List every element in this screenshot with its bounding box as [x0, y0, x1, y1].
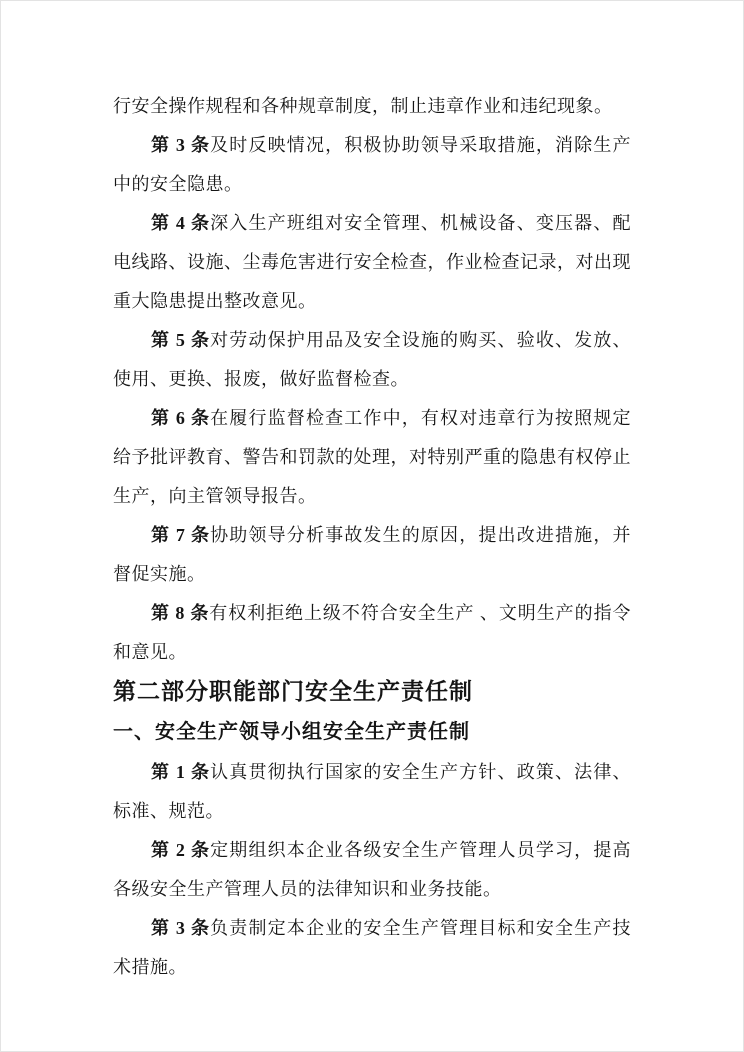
article-text: 认真贯彻执行国家的安全生产方针、政策、法律、标准、规范。 [113, 762, 631, 821]
article-part1-clause-7 [113, 516, 631, 594]
article-part1-clause-8 [113, 594, 631, 672]
article-label: 第 5 条 [151, 330, 211, 350]
article-text: 在履行监督检查工作中，有权对违章行为按照规定给予批评教育、警告和罚款的处理，对特别严重的隐患有权停止生产，向主管领导报告。 [113, 408, 631, 506]
paragraph-continuation-text: 行安全操作规程和各种规章制度，制止违章作业和违纪现象。 [113, 96, 613, 116]
article-part1-clause-4 [113, 204, 631, 321]
article-label: 第 8 条 [151, 603, 210, 623]
article-part2-clause-1 [113, 753, 631, 831]
article-text: 深入生产班组对安全管理、机械设备、变压器、配电线路、设施、尘毒危害进行安全检查，作业检查记录，对出现重大隐患提出整改意见。 [113, 213, 631, 311]
article-part1-clause-5 [113, 321, 631, 399]
article-text: 负责制定本企业的安全生产管理目标和安全生产技术措施。 [113, 918, 631, 977]
article-label: 第 6 条 [151, 408, 211, 428]
article-text: 对劳动保护用品及安全设施的购买、验收、发放、使用、更换、报废，做好监督检查。 [113, 330, 631, 389]
article-label: 第 1 条 [151, 762, 211, 782]
article-text: 及时反映情况，积极协助领导采取措施，消除生产中的安全隐患。 [113, 135, 631, 194]
article-part1-clause-6 [113, 399, 631, 516]
article-text: 定期组织本企业各级安全生产管理人员学习，提高各级安全生产管理人员的法律知识和业务技能。 [113, 840, 631, 899]
article-text: 有权利拒绝上级不符合安全生产 、文明生产的指令和意见。 [113, 603, 632, 662]
article-part1-clause-3 [113, 126, 631, 204]
paragraph-continuation [113, 87, 631, 126]
article-label: 第 3 条 [151, 918, 211, 938]
article-part2-clause-3 [113, 909, 631, 987]
article-label: 第 7 条 [151, 525, 211, 545]
subsection-heading-leading-group: 一、安全生产领导小组安全生产责任制 [113, 721, 470, 743]
article-label: 第 3 条 [151, 135, 211, 155]
section-heading-part2: 第二部分职能部门安全生产责任制 [113, 679, 473, 704]
article-label: 第 2 条 [151, 840, 211, 860]
article-text: 协助领导分析事故发生的原因，提出改进措施，并督促实施。 [113, 525, 631, 584]
article-label: 第 4 条 [151, 213, 211, 233]
article-part2-clause-2 [113, 831, 631, 909]
